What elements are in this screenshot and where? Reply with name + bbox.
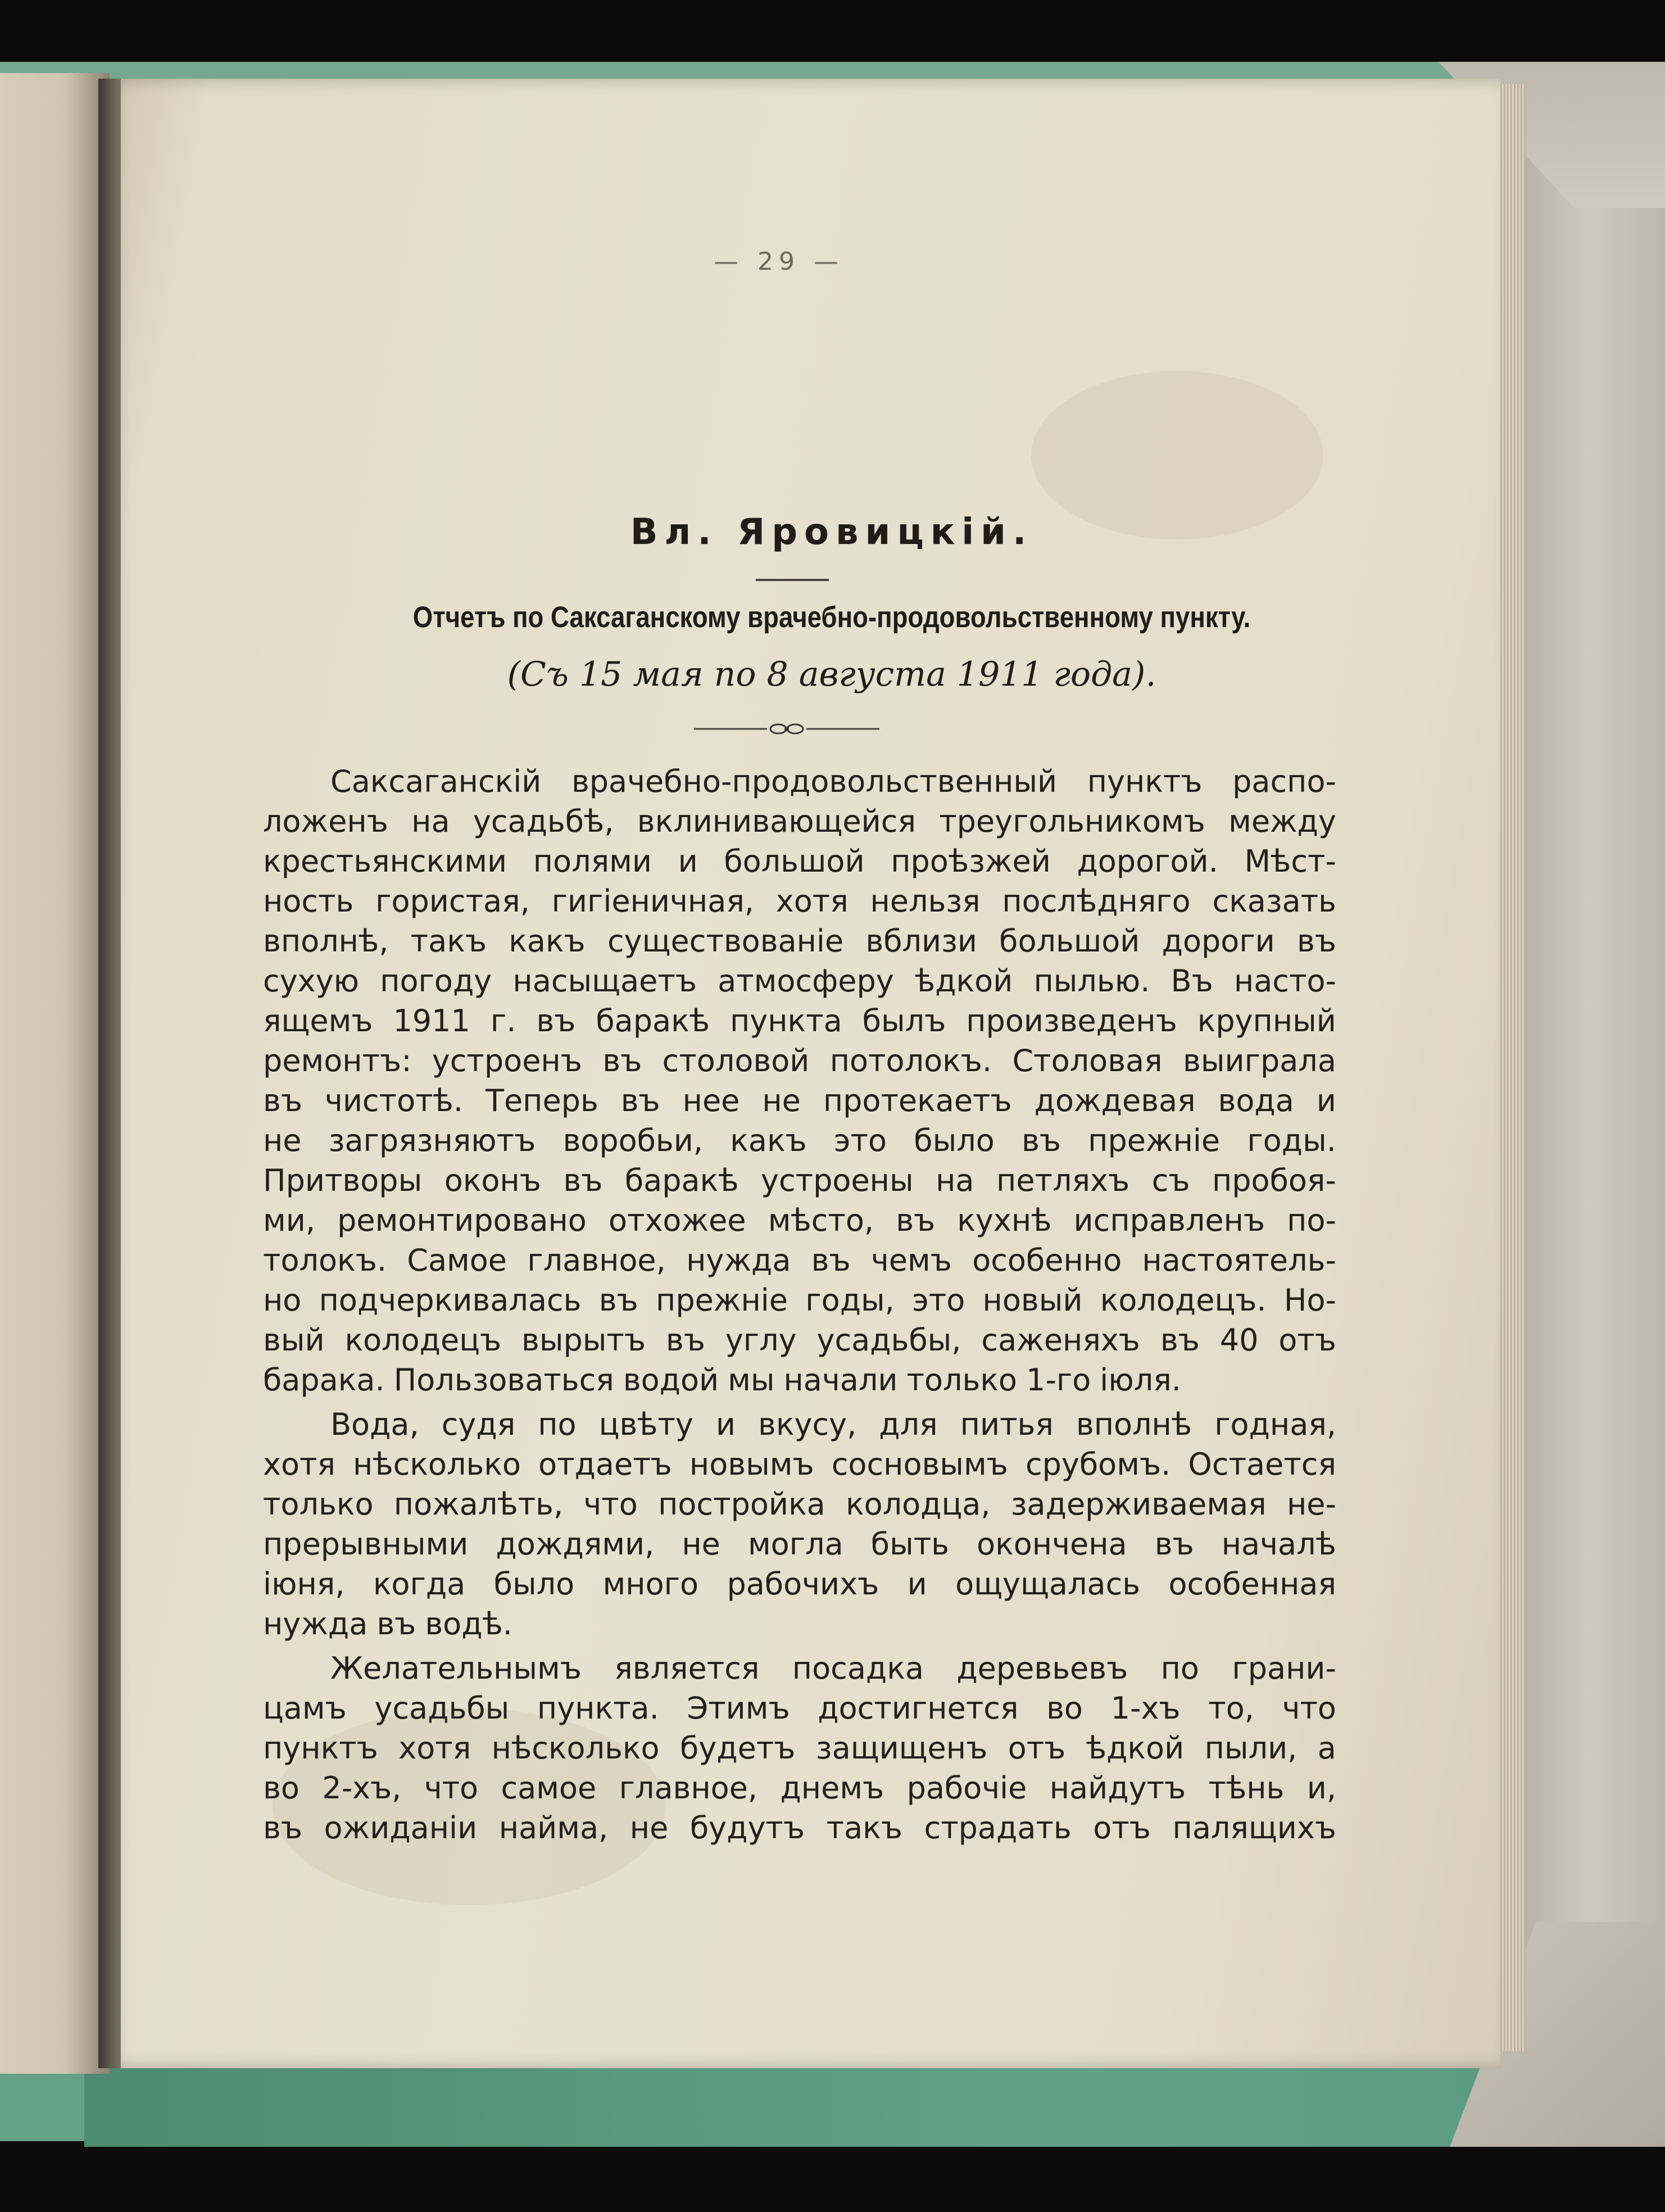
text-line: ящемъ 1911 г. въ баракѣ пункта былъ произведенъ крупный: [263, 1003, 1336, 1039]
ornament-divider: [694, 720, 879, 737]
text-line: ремонтъ: устроенъ въ столовой потолокъ. Столовая выиграла: [263, 1043, 1336, 1078]
text-line: въ ожиданіи найма, не будутъ такъ страдать отъ палящихъ: [263, 1810, 1336, 1846]
text-line: барака. Пользоваться водой мы начали только 1-го іюля.: [263, 1362, 1181, 1398]
author-heading: Вл. Яровицкій.: [630, 511, 1033, 553]
text-line: Саксаганскій врачебно-продовольственный пунктъ распо-: [330, 764, 1336, 799]
report-title: Отчетъ по Саксаганскому врачебно-продовольственному пункту.: [412, 601, 1251, 634]
text-line: но подчеркивалась въ прежніе годы, это новый колодецъ. Но-: [263, 1282, 1336, 1318]
text-line: не загрязняютъ воробьи, какъ это было въ прежніе годы.: [263, 1123, 1336, 1158]
report-date-range: (Съ 15 мая по 8 августа 1911 года).: [507, 655, 1156, 694]
text-line: толокъ. Самое главное, нужда въ чемъ особенно настоятель-: [263, 1243, 1336, 1278]
page-number: — 29 —: [714, 247, 844, 276]
text-line: Желательнымъ является посадка деревьевъ по грани-: [330, 1651, 1336, 1686]
text-line: крестьянскими полями и большой проѣзжей дорогой. Мѣст-: [263, 844, 1336, 879]
text-line: ми, ремонтировано отхожее мѣсто, въ кухнѣ исправленъ по-: [263, 1203, 1336, 1238]
text-line: во 2-хъ, что самое главное, днемъ рабочіе найдутъ тѣнь и,: [263, 1770, 1336, 1806]
text-line: нужда въ водѣ.: [263, 1606, 512, 1642]
text-line: хотя нѣсколько отдаетъ новымъ сосновымъ срубомъ. Остается: [263, 1447, 1336, 1482]
text-line: сухую погоду насыщаетъ атмосферу ѣдкой пылью. Въ насто-: [263, 963, 1336, 999]
heading-rule: [756, 579, 829, 581]
text-line: вый колодецъ вырытъ въ углу усадьбы, саженяхъ въ 40 отъ: [263, 1322, 1336, 1358]
body-text: [263, 761, 1336, 1848]
text-line: ность гористая, гигіеничная, хотя нельзя послѣдняго сказать: [263, 883, 1336, 919]
text-line: только пожалѣть, что постройка колодца, задерживаемая не-: [263, 1486, 1336, 1522]
text-line: Вода, судя по цвѣту и вкусу, для питья вполнѣ годная,: [330, 1407, 1336, 1442]
text-line: цамъ усадьбы пункта. Этимъ достигнется во 1-хъ то, что: [263, 1690, 1336, 1726]
text-line: пунктъ хотя нѣсколько будетъ защищенъ отъ ѣдкой пыли, а: [263, 1730, 1336, 1766]
text-line: Притворы оконъ въ баракѣ устроены на петляхъ съ пробоя-: [263, 1163, 1336, 1198]
text-line: іюня, когда было много рабочихъ и ощущалась особенная: [263, 1566, 1336, 1602]
text-line: въ чистотѣ. Теперь въ нее не протекаетъ дождевая вода и: [263, 1083, 1336, 1118]
text-line: вполнѣ, такъ какъ существованіе вблизи большой дороги въ: [263, 923, 1336, 959]
paragraph-gap: [263, 1400, 1336, 1404]
paragraph-gap: [263, 1644, 1336, 1648]
text-line: ложенъ на усадьбѣ, вклинивающейся треугольникомъ между: [263, 804, 1336, 839]
text-line: прерывными дождями, не могла быть окончена въ началѣ: [263, 1526, 1336, 1562]
